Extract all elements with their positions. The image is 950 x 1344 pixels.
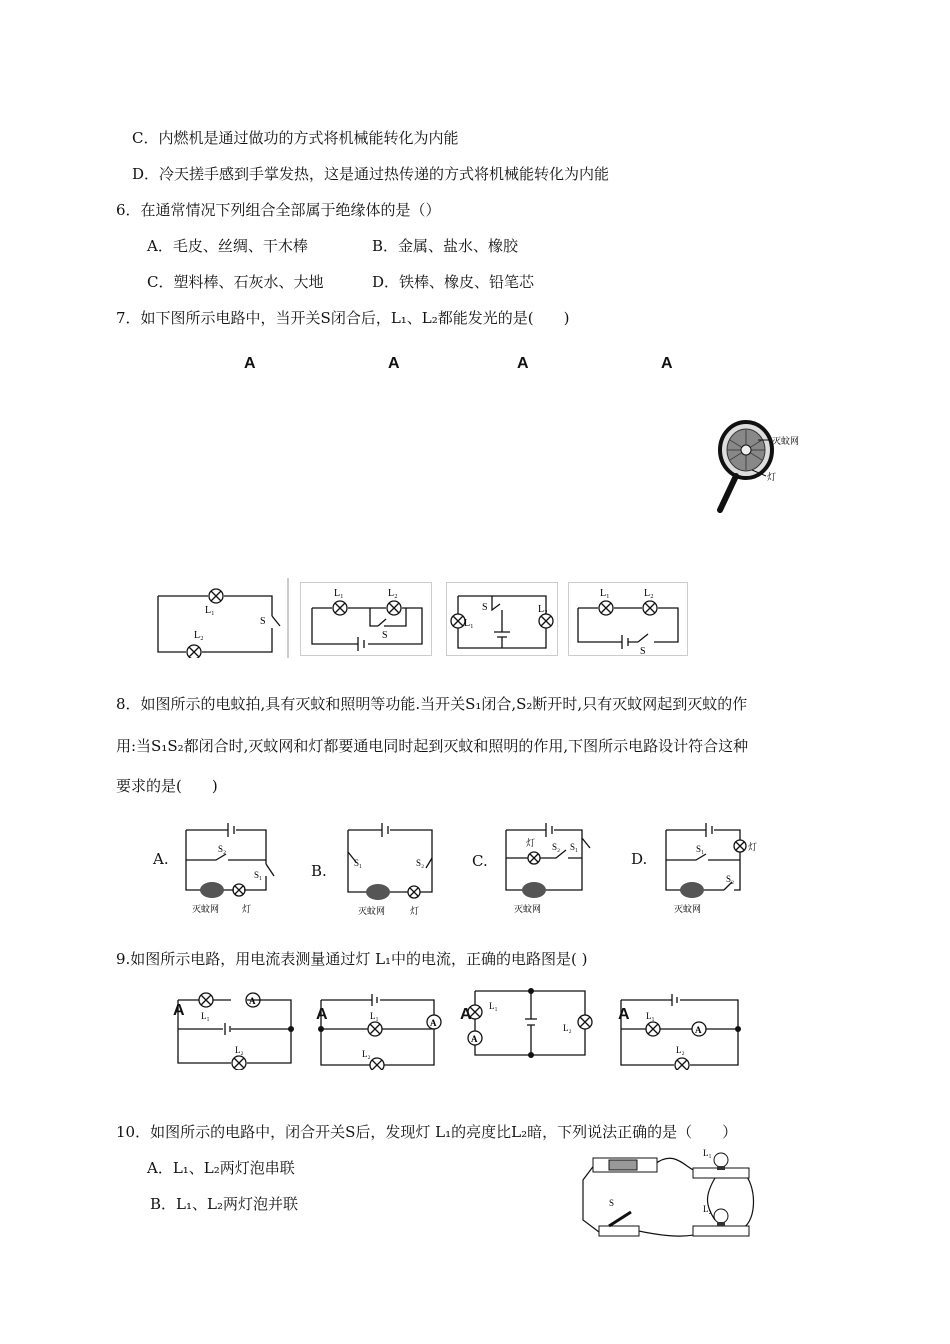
switch-s1-label: S₁ bbox=[696, 844, 705, 854]
switch-label: S bbox=[609, 1198, 615, 1208]
q8-option-label: C. bbox=[472, 852, 488, 870]
q8-option-label: A. bbox=[153, 850, 169, 868]
mosquito-racket-figure bbox=[708, 418, 806, 518]
q9-option-label: A bbox=[316, 1006, 328, 1023]
q6-option-d: D．铁棒、橡皮、铅笔芯 bbox=[372, 273, 535, 291]
switch-s1-label: S₁ bbox=[354, 858, 363, 868]
ammeter-label: A bbox=[471, 1034, 478, 1044]
lamp-l1-label: L₁ bbox=[370, 1011, 379, 1021]
q8-option-label: D. bbox=[631, 850, 648, 868]
switch-s1-label: S₁ bbox=[254, 870, 263, 880]
lamp-l2-label: L₂ bbox=[563, 1023, 572, 1033]
q10-physical-circuit bbox=[575, 1140, 765, 1245]
switch-label: S bbox=[260, 616, 266, 627]
q6-option-c: C．塑料棒、石灰水、大地 bbox=[147, 273, 324, 291]
q7-option-label: A bbox=[661, 355, 673, 372]
q7-circuit-b bbox=[300, 582, 432, 656]
lamp-l1-label: L₁ bbox=[489, 1001, 498, 1011]
q9-option-label: A bbox=[173, 1002, 185, 1019]
lamp-l2-label: L₂ bbox=[235, 1045, 244, 1055]
q8-circuit-d bbox=[660, 820, 765, 920]
q8-stem-line3: 要求的是( ) bbox=[116, 777, 218, 795]
q10-stem: 10．如图所示的电路中，闭合开关S后，发现灯 L₁的亮度比L₂暗，下列说法正确的是（ ） bbox=[116, 1123, 738, 1141]
racket-lamp-label: 灯 bbox=[767, 472, 777, 482]
net-label: 灭蚊网 bbox=[192, 904, 220, 914]
ammeter-label: A bbox=[695, 1025, 702, 1035]
q10-option-b: B．L₁、L₂两灯泡并联 bbox=[150, 1195, 298, 1213]
q8-stem-line2: 用:当S₁S₂都闭合时,灭蚊网和灯都要通电同时起到灭蚊和照明的作用,下图所示电路设计符合这种 bbox=[116, 737, 749, 755]
switch-s1-label: S₁ bbox=[570, 842, 579, 852]
q6-stem: 6．在通常情况下列组合全部属于绝缘体的是（） bbox=[116, 201, 441, 219]
q7-circuit-d bbox=[568, 582, 688, 656]
q6-option-a: A．毛皮、丝绸、干木棒 bbox=[147, 237, 308, 255]
lamp-l2-label: L₂ bbox=[538, 604, 548, 615]
lamp-l1-label: L₁ bbox=[201, 1011, 210, 1021]
lamp-l1-label: L₁ bbox=[600, 588, 610, 599]
lamp-label: 灯 bbox=[526, 838, 536, 848]
switch-s2-label: S₂ bbox=[552, 842, 561, 852]
q7-option-label: A bbox=[517, 355, 529, 372]
q8-stem-line1: 8．如图所示的电蚊拍,具有灭蚊和照明等功能.当开关S₁闭合,S₂断开时,只有灭蚊网起到灭蚊的作 bbox=[116, 695, 748, 713]
q6-option-b: B．金属、盐水、橡胶 bbox=[372, 237, 519, 255]
switch-s2-label: S₂ bbox=[416, 858, 425, 868]
lamp-l1-label: L₁ bbox=[205, 605, 215, 616]
q7-option-label: A bbox=[244, 355, 256, 372]
lamp-l1-label: L₁ bbox=[334, 588, 344, 599]
lamp-label: 灯 bbox=[242, 904, 252, 914]
racket-net-label: 灭蚊网 bbox=[772, 436, 800, 446]
q9-circuit-c bbox=[465, 985, 605, 1070]
q9-option-label: A bbox=[618, 1006, 630, 1023]
net-label: 灭蚊网 bbox=[514, 904, 542, 914]
q9-circuit-b bbox=[318, 985, 448, 1070]
lamp-l2-label: L₂ bbox=[194, 630, 204, 641]
switch-label: S bbox=[482, 602, 488, 613]
q8-circuit-a bbox=[180, 820, 280, 920]
q5-option-c: C．内燃机是通过做功的方式将机械能转化为内能 bbox=[132, 129, 459, 147]
lamp-label: 灯 bbox=[410, 906, 420, 916]
ammeter-label: A bbox=[249, 996, 256, 1006]
lamp-l2-label: L₂ bbox=[362, 1049, 371, 1059]
divider bbox=[286, 578, 290, 658]
lamp-l2-label: L₂ bbox=[676, 1045, 685, 1055]
q8-circuit-c bbox=[500, 820, 600, 920]
q5-option-d: D．冷天搓手感到手掌发热，这是通过热传递的方式将机械能转化为内能 bbox=[132, 165, 610, 183]
q7-circuit-c bbox=[446, 582, 558, 656]
lamp-l2-label: L₂ bbox=[388, 588, 398, 599]
lamp-l1-label: L₁ bbox=[646, 1011, 655, 1021]
lamp-l2-label: L₂ bbox=[703, 1204, 712, 1214]
q10-option-a: A．L₁、L₂两灯泡串联 bbox=[147, 1159, 295, 1177]
lamp-l1-label: L₁ bbox=[703, 1148, 712, 1158]
ammeter-label: A bbox=[430, 1018, 437, 1028]
q9-circuit-a bbox=[175, 985, 300, 1070]
switch-s2-label: S₂ bbox=[726, 874, 735, 884]
q7-stem: 7．如下图所示电路中，当开关S闭合后，L₁、L₂都能发光的是( ) bbox=[116, 309, 570, 327]
lamp-l1-label: L₁ bbox=[464, 618, 474, 629]
lamp-label: 灯 bbox=[748, 842, 758, 852]
net-label: 灭蚊网 bbox=[674, 904, 702, 914]
q7-option-label: A bbox=[388, 355, 400, 372]
switch-label: S bbox=[382, 630, 388, 641]
q9-circuit-d bbox=[618, 985, 748, 1070]
q9-option-label: A bbox=[460, 1006, 472, 1023]
switch-label: S bbox=[640, 646, 646, 656]
q8-option-label: B. bbox=[311, 862, 327, 880]
net-label: 灭蚊网 bbox=[358, 906, 386, 916]
q8-circuit-b bbox=[340, 822, 440, 922]
q7-circuit-a bbox=[150, 578, 290, 658]
switch-s2-label: S₂ bbox=[218, 844, 227, 854]
lamp-l2-label: L₂ bbox=[644, 588, 654, 599]
q9-stem: 9.如图所示电路，用电流表测量通过灯 L₁中的电流，正确的电路图是( ) bbox=[116, 950, 588, 968]
